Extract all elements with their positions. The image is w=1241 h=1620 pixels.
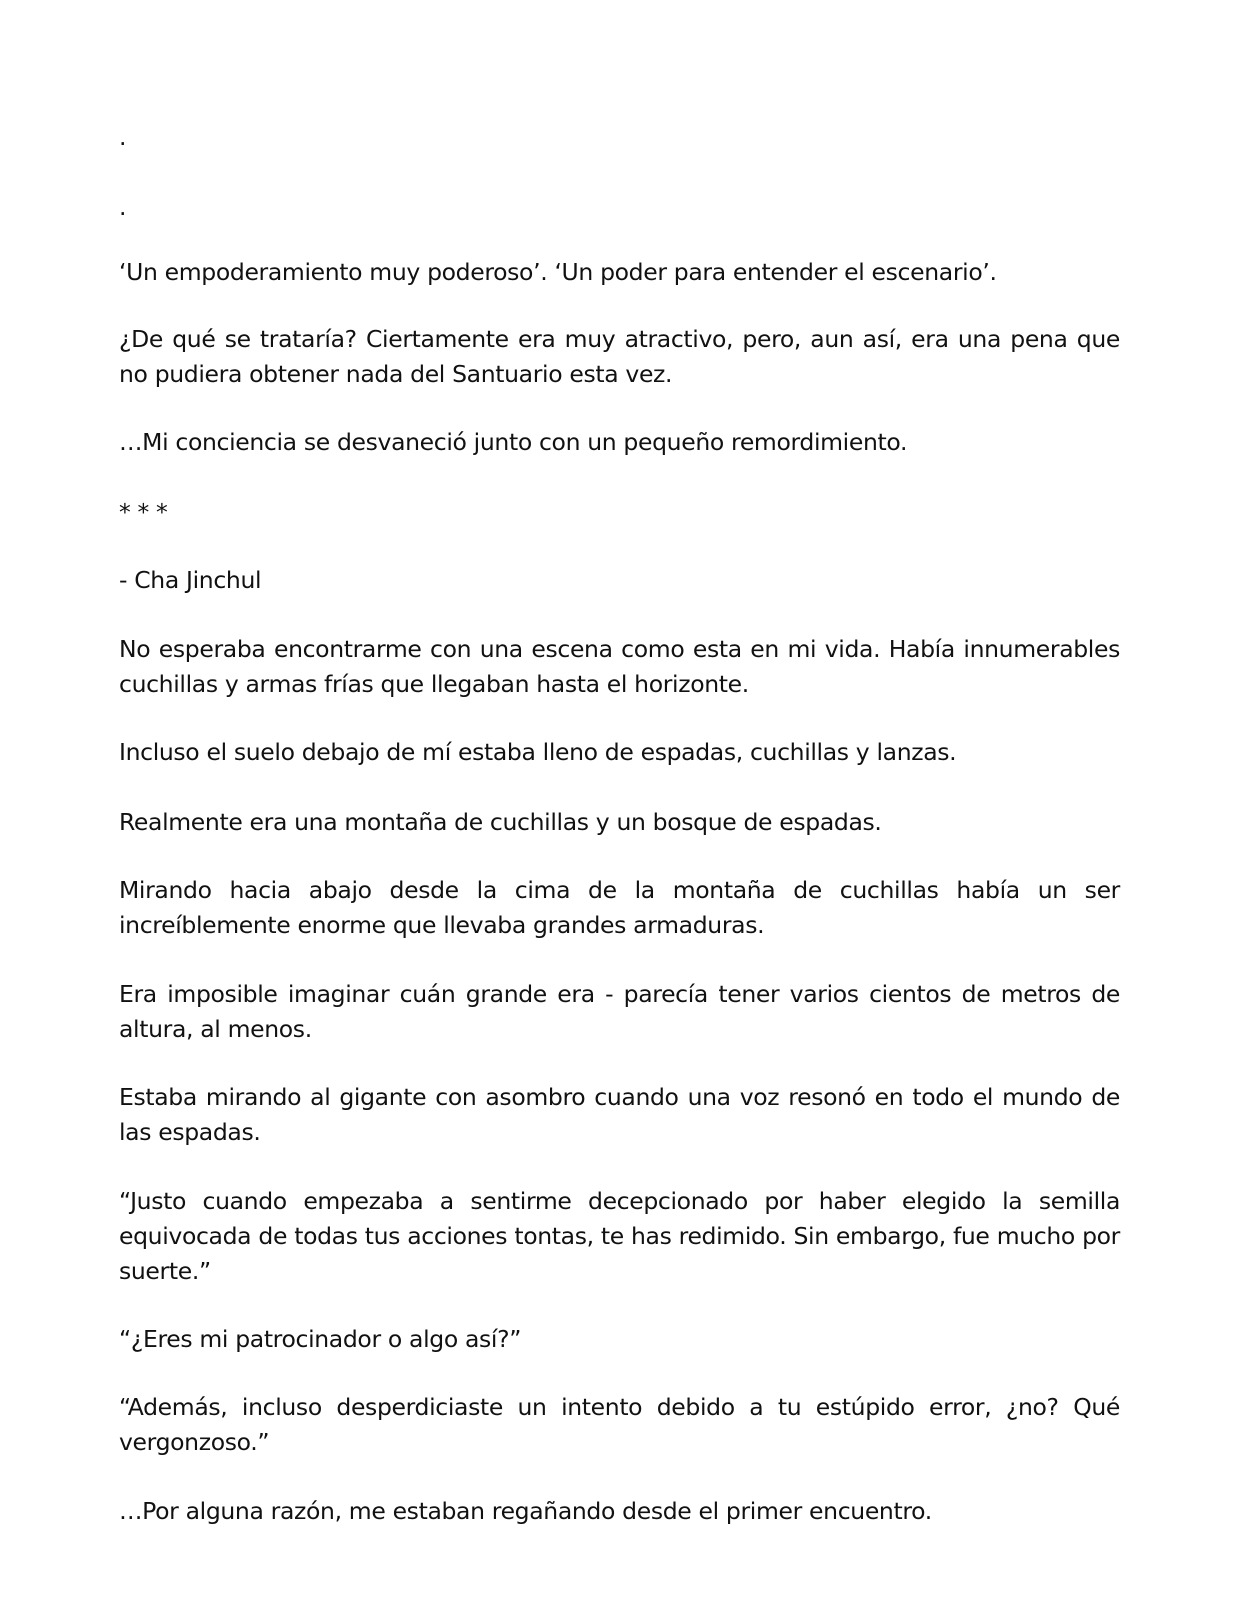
paragraph-question: ¿De qué se trataría? Ciertamente era muy atractivo, pero, aun así, era una pena que no pudiera obtener nada del Santuario esta vez. (119, 325, 1120, 388)
paragraph-height: Era imposible imaginar cuán grande era - parecía tener varios cientos de metros de altura, al menos. (119, 980, 1120, 1043)
scene-break: * * * (119, 498, 168, 526)
paragraph-dot-1: . (119, 123, 127, 151)
paragraph-scolding: …Por alguna razón, me estaban regañando desde el primer encuentro. (119, 1497, 932, 1525)
paragraph-dialogue-2: “¿Eres mi patrocinador o algo así?” (119, 1325, 522, 1353)
paragraph-dialogue-1: “Justo cuando empezaba a sentirme decepcionado por haber elegido la semilla equivocada de todas tus acciones tontas, te has redimido. Sin embargo, fue mucho por suerte.” (119, 1187, 1120, 1285)
paragraph-mountain: Realmente era una montaña de cuchillas y un bosque de espadas. (119, 808, 882, 836)
paragraph-ground: Incluso el suelo debajo de mí estaba lleno de espadas, cuchillas y lanzas. (119, 738, 957, 766)
paragraph-dialogue-3: “Además, incluso desperdiciaste un intento debido a tu estúpido error, ¿no? Qué vergonzoso.” (119, 1393, 1120, 1456)
paragraph-pov-heading: - Cha Jinchul (119, 566, 262, 594)
paragraph-scene: No esperaba encontrarme con una escena como esta en mi vida. Había innumerables cuchillas y armas frías que llegaban hasta el horizonte. (119, 635, 1120, 698)
paragraph-voice: Estaba mirando al gigante con asombro cuando una voz resonó en todo el mundo de las espadas. (119, 1083, 1120, 1146)
paragraph-giant: Mirando hacia abajo desde la cima de la montaña de cuchillas había un ser increíblemente enorme que llevaba grandes armaduras. (119, 876, 1120, 939)
paragraph-dot-2: . (119, 193, 127, 221)
paragraph-conscience: …Mi conciencia se desvaneció junto con un pequeño remordimiento. (119, 428, 908, 456)
paragraph-quote-empowerment: ‘Un empoderamiento muy poderoso’. ‘Un poder para entender el escenario’. (119, 258, 997, 286)
